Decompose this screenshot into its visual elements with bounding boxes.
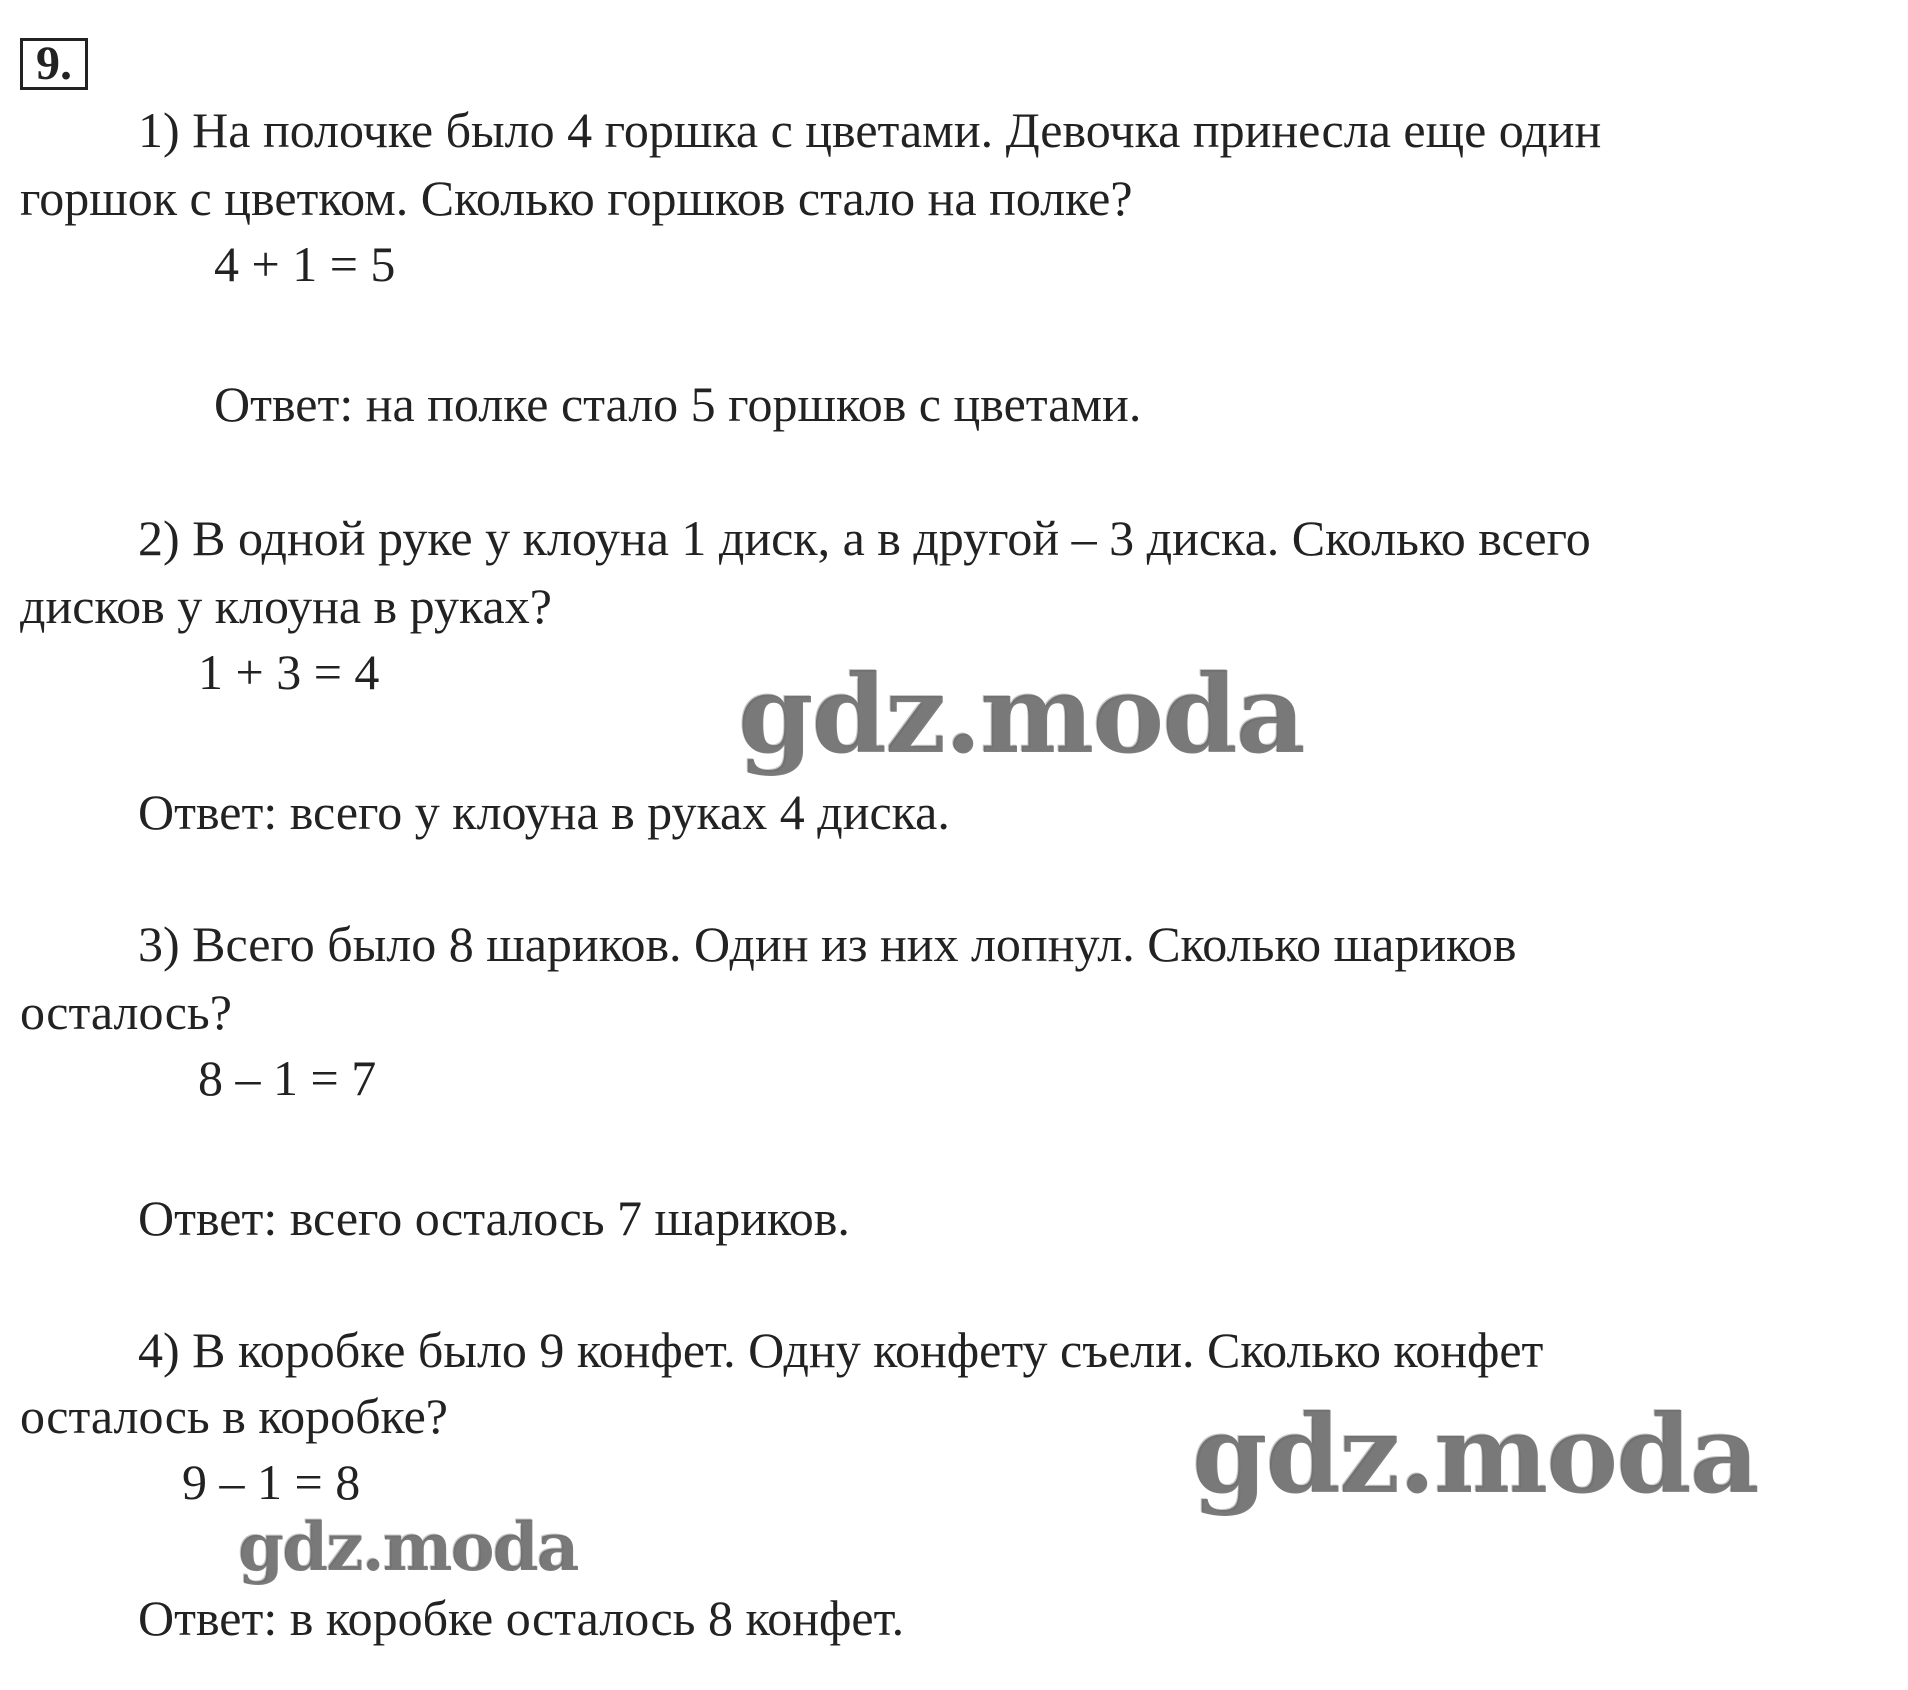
problem-4-equation: 9 – 1 = 8 xyxy=(182,1454,361,1510)
exercise-number: 9. xyxy=(20,38,88,90)
problem-3-line-1: 3) Всего было 8 шариков. Один из них лопнул. Сколько шариков xyxy=(138,916,1517,972)
problem-1-answer: Ответ: на полке стало 5 горшков с цветами. xyxy=(214,376,1142,432)
problem-4-line-2: осталось в коробке? xyxy=(20,1388,448,1444)
problem-2-line-1: 2) В одной руке у клоуна 1 диск, а в другой – 3 диска. Сколько всего xyxy=(138,510,1591,566)
problem-3-line-2: осталось? xyxy=(20,984,232,1040)
watermark-logo: gdz.moda xyxy=(738,652,1304,778)
problem-1-line-1: 1) На полочке было 4 горшка с цветами. Девочка принесла еще один xyxy=(138,102,1602,158)
watermark-logo: gdz.moda xyxy=(1192,1392,1758,1518)
problem-2-line-2: дисков у клоуна в руках? xyxy=(20,578,552,634)
problem-2-answer: Ответ: всего у клоуна в руках 4 диска. xyxy=(138,784,950,840)
watermark-logo: gdz.moda xyxy=(238,1508,578,1586)
problem-3-equation: 8 – 1 = 7 xyxy=(198,1050,377,1106)
problem-1-line-2: горшок с цветком. Сколько горшков стало на полке? xyxy=(20,170,1133,226)
problem-4-line-1: 4) В коробке было 9 конфет. Одну конфету съели. Сколько конфет xyxy=(138,1322,1544,1378)
problem-4-answer: Ответ: в коробке осталось 8 конфет. xyxy=(138,1590,905,1646)
problem-1-equation: 4 + 1 = 5 xyxy=(214,236,396,292)
problem-2-equation: 1 + 3 = 4 xyxy=(198,644,380,700)
problem-3-answer: Ответ: всего осталось 7 шариков. xyxy=(138,1190,850,1246)
